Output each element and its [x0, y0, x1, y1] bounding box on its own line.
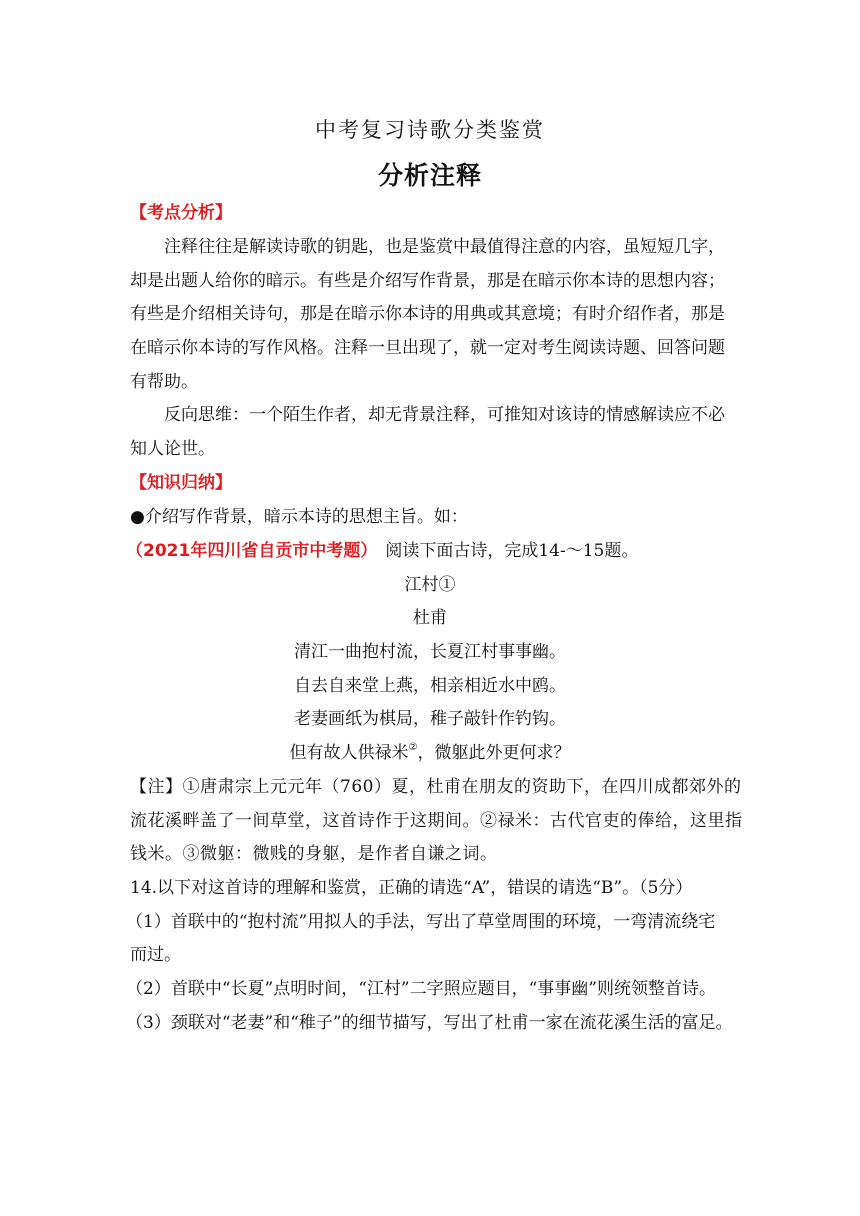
question-item: 而过。 — [130, 945, 181, 965]
poem-title: 江村① — [404, 575, 456, 595]
poem-line-tail: ，微躯此外更何求？ — [417, 743, 571, 763]
question-item: （3）颈联对“老妻”和“稚子”的细节描写，写出了杜甫一家在流花溪生活的富足。 — [126, 1013, 733, 1033]
document-subtitle: 分析注释 — [377, 161, 482, 190]
bullet-point: ●介绍写作背景，暗示本诗的思想主旨。如： — [130, 507, 468, 527]
footnote-marker: ② — [408, 742, 418, 753]
note-line: 流花溪畔盖了一间草堂，这首诗作于这期间。②禄米：古代官吏的俸给，这里指 — [130, 811, 743, 831]
analysis-paragraph-line: 有帮助。 — [130, 372, 198, 392]
poem-line-last — [0, 742, 860, 764]
analysis-paragraph-line: 却是出题人给你的暗示。有些是介绍写作背景，那是在暗示你本诗的思想内容； — [130, 271, 725, 291]
analysis-paragraph-line: 反向思维：一个陌生作者，却无背景注释，可推知对该诗的情感解读应不必 — [164, 405, 725, 425]
poem-line: 清江一曲抱村流，长夏江村事事幽。 — [294, 642, 566, 662]
analysis-paragraph-line: 在暗示你本诗的写作风格。注释一旦出现了，就一定对考生阅读诗题、回答问题 — [130, 338, 725, 358]
note-line: 【注】①唐肃宗上元元年（760）夏，杜甫在朋友的资助下，在四川成都郊外的 — [130, 777, 742, 797]
section-heading-analysis: 【考点分析】 — [130, 203, 232, 223]
document-title: 中考复习诗歌分类鉴赏 — [315, 118, 545, 142]
poem-author: 杜甫 — [413, 608, 447, 628]
analysis-paragraph-line: 有些是介绍相关诗句，那是在暗示你本诗的用典或其意境；有时介绍作者，那是 — [130, 304, 725, 324]
section-heading-knowledge: 【知识归纳】 — [130, 473, 232, 493]
question-item: （2）首联中“长夏”点明时间，“江村”二字照应题目，“事事幽”则统领整首诗。 — [126, 979, 716, 999]
analysis-paragraph-line: 注释往往是解读诗歌的钥匙，也是鉴赏中最值得注意的内容，虽短短几字， — [164, 237, 725, 257]
question-stem: 14.以下对这首诗的理解和鉴赏，正确的请选“A”，错误的请选“B”。（5分） — [130, 878, 693, 898]
exam-instruction: 阅读下面古诗，完成14-～15题。 — [385, 541, 639, 561]
exam-source: （2021年四川省自贡市中考题） — [126, 541, 378, 561]
poem-line-head: 但有故人供禄米 — [289, 743, 409, 763]
poem-line: 老妻画纸为棋局，稚子敲针作钓钩。 — [294, 709, 566, 729]
exam-source-line — [126, 540, 736, 562]
analysis-paragraph-line: 知人论世。 — [130, 439, 215, 459]
poem-line: 自去自来堂上燕，相亲相近水中鸥。 — [294, 676, 566, 696]
question-item: （1）首联中的“抱村流”用拟人的手法，写出了草堂周围的环境，一弯清流绕宅 — [126, 912, 716, 932]
note-line: 钱米。③微躯：微贱的身躯，是作者自谦之词。 — [130, 844, 498, 864]
